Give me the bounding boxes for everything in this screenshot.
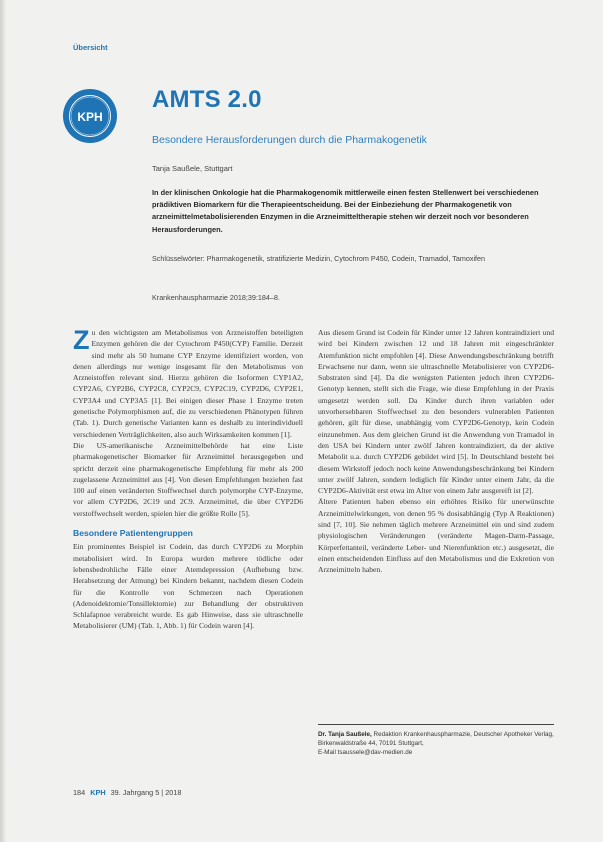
- left-paragraph-3: Ein prominentes Beispiel ist Codein, das durch CYP2D6 zu Morphin metabolisiert wird. In Europa wurden mehrere tödliche oder lebensbedrohliche Fälle einer Atemdepression (Aufhebung bzw. Herabsetzung der Atmung) bei Kindern bekannt, nachdem diesen Codein für die Kontrolle von Schmerzen nach Operationen (Adenoidektomie/Tonsillektomie) zur Behandlung der obstruktiven Schlafapnoe verabreicht wurde. Es gab Hinweise, dass sie ultraschnelle Metabolisierer (UM) (Tab. 1, Abb. 1) für Codein waren [4].: [73, 542, 303, 631]
- drop-cap: Z: [73, 325, 90, 355]
- left-paragraph-1-text: u den wichtigsten am Metabolismus von Arzneistoffen beteiligten Enzymen gehören die der Cytochrom P450(CYP) Familie. Derzeit sind mehr als 50 humane CYP Enzyme identifiziert worden, von denen allerdings nur wenige insgesamt für den Metabolismus von Arzneistoffen relevant sind. Hierzu gehören die Isoformen CYP1A2, CYP2A6, CYP2B6, CYP2C8, CYP2C9, CYP2C19, CYP2D6, CYP2E1, CYP3A4 und CYP3A5 [1]. Bei einigen dieser Phase 1 Enzyme treten genetische Polymorphismen auf, die zu verschiedenen Phänotypen führen (Tab. 1). Durch genetische Varianten kann es deshalb zu interindividuell verschiedenen Verträglichkeiten, also auch Wirksamkeiten kommen [1].: [73, 328, 303, 439]
- author-box-email: E-Mail tsaussele@dav-medien.de: [318, 749, 413, 757]
- page-footer: [73, 788, 181, 797]
- citation: Krankenhauspharmazie 2018;39:184–8.: [152, 293, 280, 302]
- author-box-name: Dr. Tanja Saußele,: [318, 731, 372, 738]
- left-column: [73, 327, 303, 632]
- page-number: 184: [73, 788, 86, 797]
- left-paragraph-2: Die US-amerikanische Arzneimittelbehörde hat eine Liste pharmakogenetischer Biomarker für Arzneimittel herausgegeben und spricht derzeit eine pharmakogenetische Empfehlung für mehr als 200 zugelassene Arzneimittel aus [4]. Von diesen Empfehlungen beziehen fast 100 auf einen veränderten Stoffwechsel durch polymorphe CYP-Enzyme, vor allem CYP2D6, 2C19 und 2C9. Arzneimittel, die über CYP2D6 verstoffwechselt werden, spielen hier die größte Rolle [5].: [73, 440, 303, 518]
- keywords: Schlüsselwörter: Pharmakogenetik, stratifizierte Medizin, Cytochrom P450, Codein, Tramadol, Tamoxifen: [152, 254, 486, 263]
- right-column: [318, 327, 554, 576]
- footer-journal: KPH: [90, 788, 106, 797]
- article-title: AMTS 2.0: [152, 86, 262, 113]
- article-author: Tanja Saußele, Stuttgart: [152, 164, 233, 173]
- section-label: Übersicht: [73, 43, 108, 52]
- article-subtitle: Besondere Herausforderungen durch die Pharmakogenetik: [152, 134, 427, 146]
- kph-logo-icon: [62, 88, 118, 144]
- section-heading: Besondere Patientengruppen: [73, 528, 193, 539]
- footer-issue: 39. Jahrgang 5 | 2018: [110, 788, 182, 797]
- logo-text: KPH: [77, 110, 103, 124]
- author-info-box: [318, 724, 554, 758]
- page-edge-shadow: [0, 0, 6, 842]
- abstract: In der klinischen Onkologie hat die Pharmakogenomik mittlerweile einen festen Stellenwert bei verschiedenen prädiktiven Biomarkern für die Therapieentscheidung. Bei der Einbeziehung der Pharmakogenetik von arzneimittelmetabolisierenden Enzymen in die Arzneimitteltherapie stehen wir derzeit noch vor besonderen Herausforderungen.: [152, 188, 539, 234]
- right-paragraph-2: Ältere Patienten haben ebenso ein erhöhtes Risiko für unerwünschte Arzneimittelwirkungen, von denen 95 % dosisabhängig (Typ A Reaktionen) sind [7, 10]. Sie nehmen täglich mehrere Arzneimittel ein und sind zudem physiologischen Veränderungen (veränderte Magen-Darm-Passage, Körperfettanteil, veränderte Leber- und Nierenfunktion etc.) ausgesetzt, die einen entscheidenden Einfluss auf den Metabolismus und die Exkretion von Arzneimitteln haben.: [318, 497, 554, 575]
- author-box-role: Redaktion Krankenhauspharmazie, Deutscher Apotheker Verlag, Birkenwaldstraße 44, 70191 Stuttgart,: [318, 731, 554, 748]
- left-paragraph-1: [73, 327, 303, 440]
- right-paragraph-1: Aus diesem Grund ist Codein für Kinder unter 12 Jahren kontraindiziert und wird bei Kindern zwischen 12 und 18 Jahren mit eingeschränkter Atemfunktion nicht empfohlen [4]. Diese Anwendungsbeschränkung betrifft Erwachsene nur dann, wenn sie ultraschnelle Metabolisierer von CYP2D6-Substraten sind [4]. Da die wenigsten Patienten jedoch ihren CYP2D6-Genotyp kennen, stellt sich die Frage, wie diese Empfehlung in der Praxis umgesetzt werden soll. Da Kinder durch ihren variablen oder unvorhersehbaren Stoffwechsel zu den besonders vulnerablen Patienten gehören, gilt für diese, unabhängig vom CYP2D6-Genotyp, kein Codein einzunehmen. Aus dem gleichen Grund ist die Anwendung von Tramadol in den USA bei Kindern unter zwölf Jahren kontraindiziert, da der aktive Metabolit u.a. durch CYP2D6 gebildet wird [5]. In Deutschland besteht bei diesem Wirkstoff jedoch noch keine Anwendungsbeschränkung bei Kindern unter zwölf Jahren, sondern lediglich für Kinder unter einem Jahr, da die CYP2D6-Aktivität erst etwa im Alter von einem Jahr ausgereift ist [2].: [318, 328, 554, 496]
